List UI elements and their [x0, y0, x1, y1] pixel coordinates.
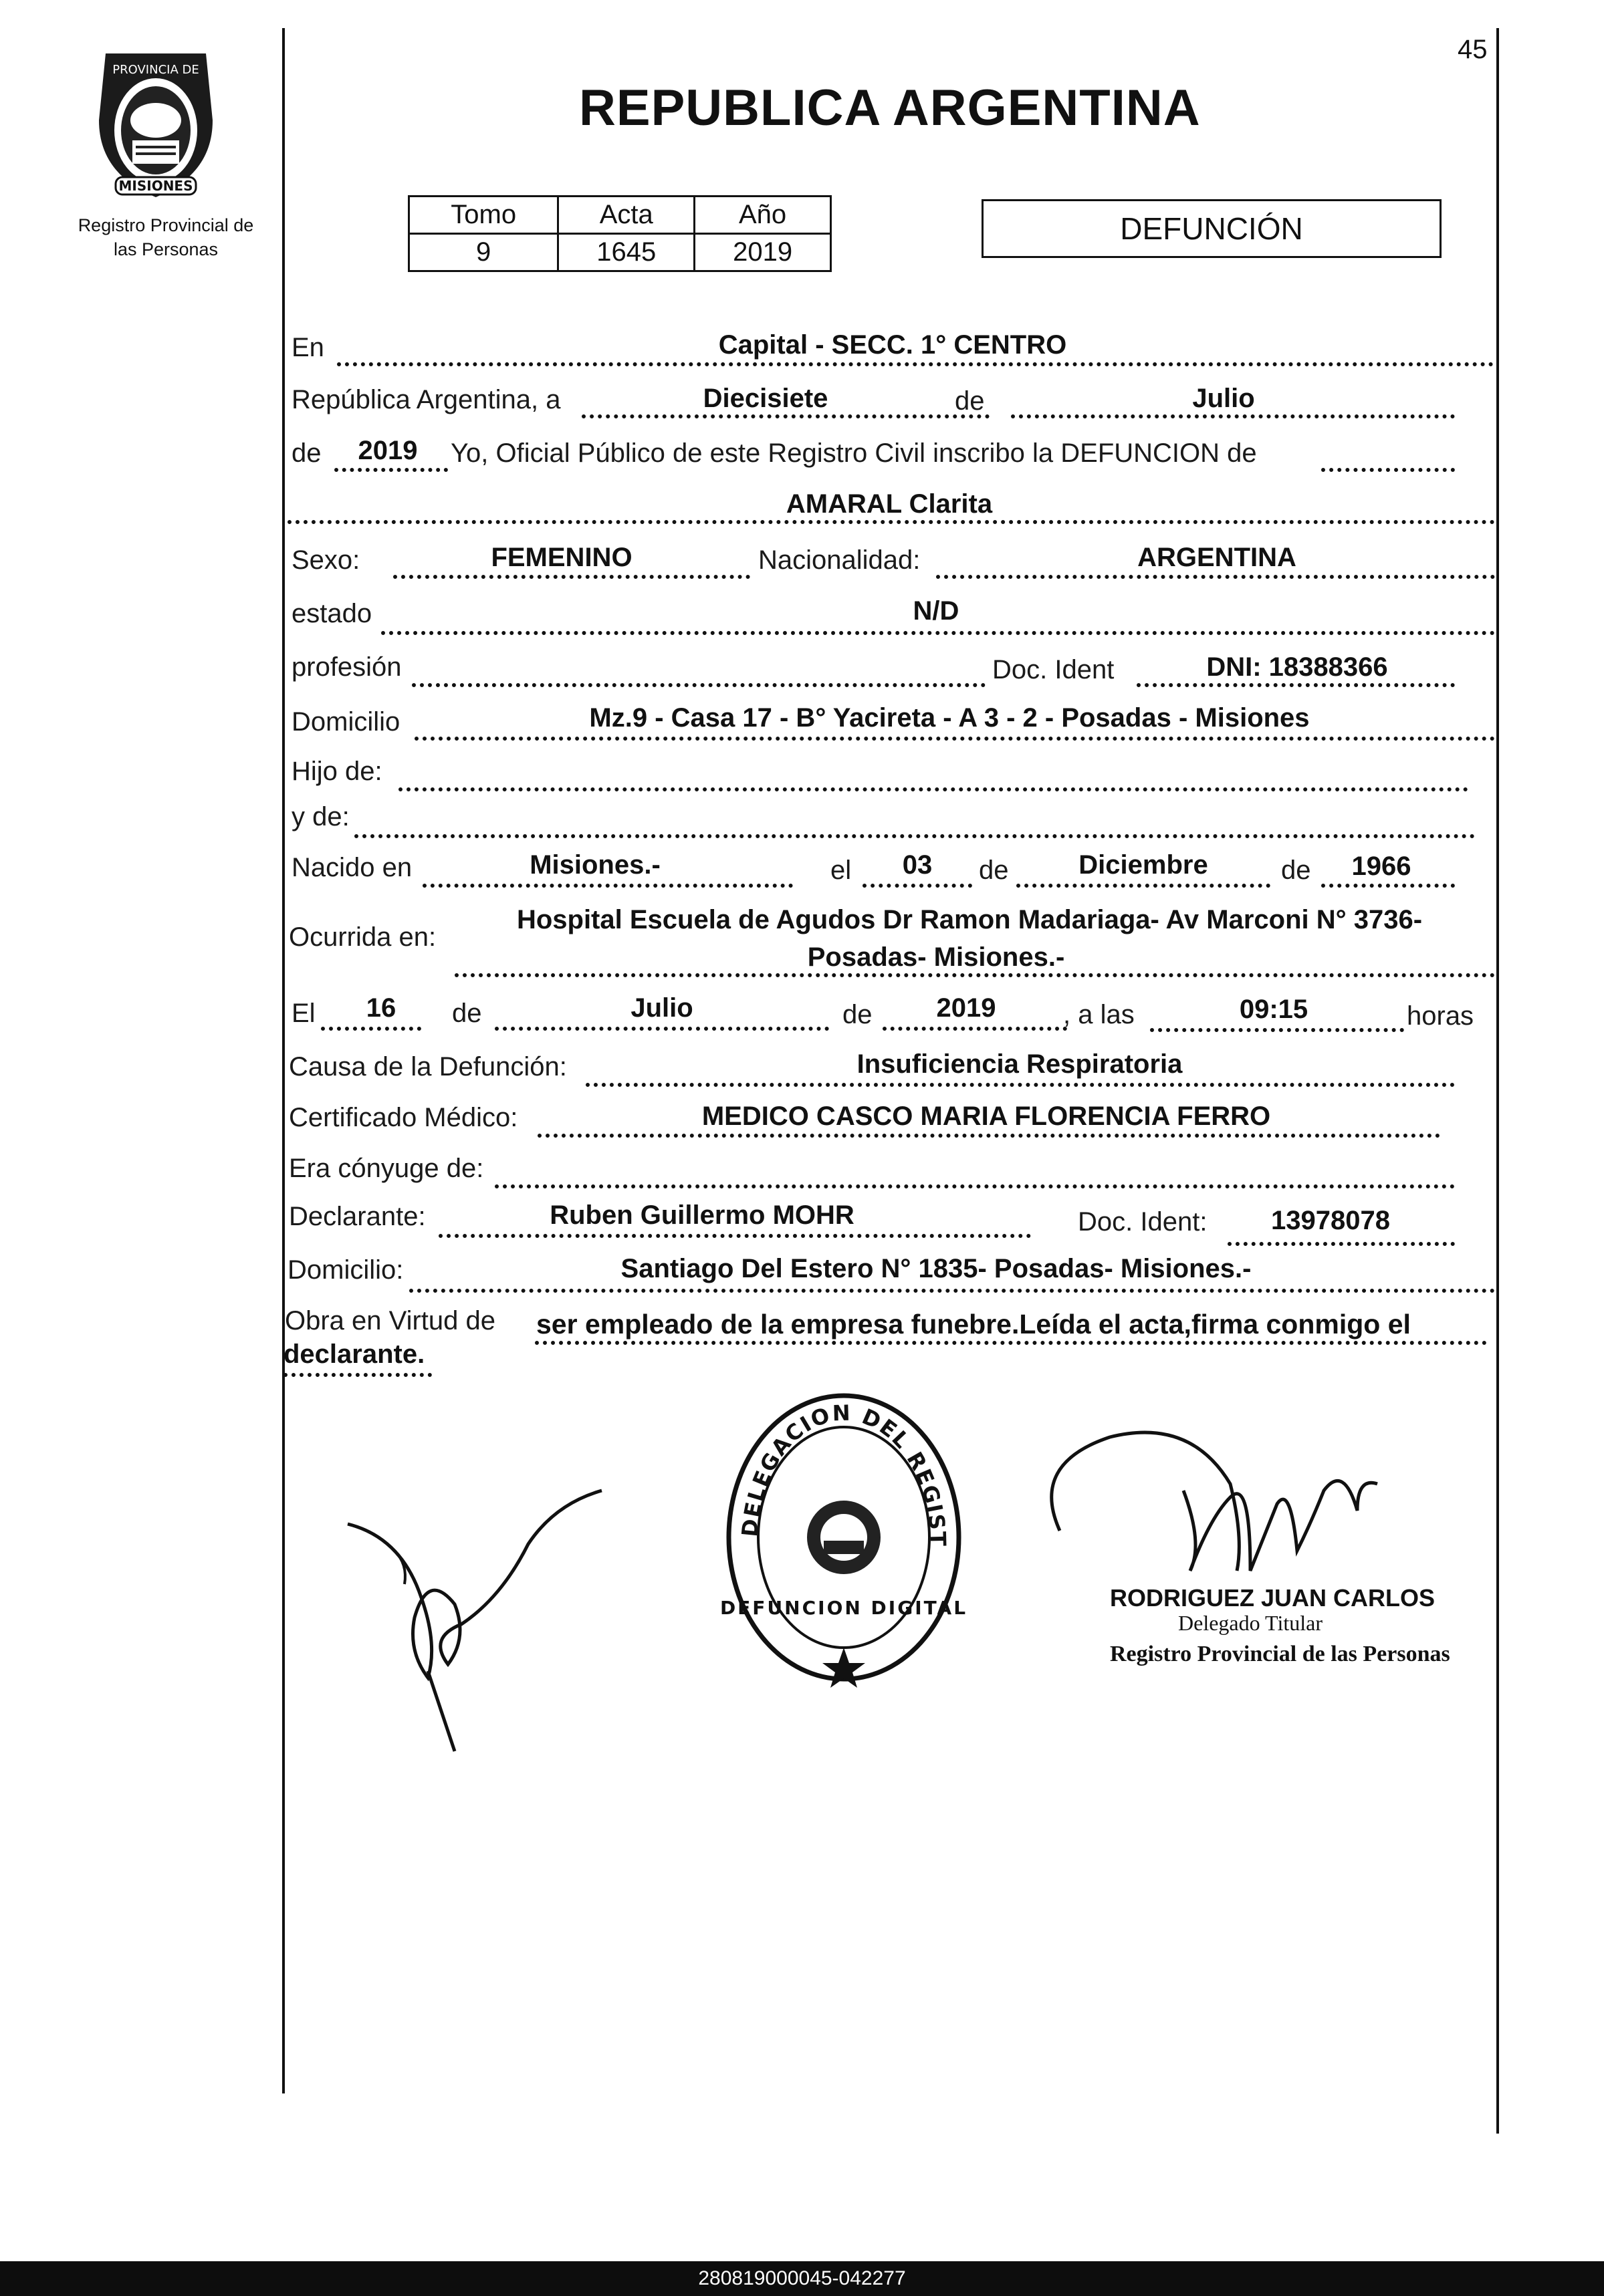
- record-header: Tomo: [409, 197, 558, 234]
- year-value: 2019: [358, 436, 418, 465]
- day-word-value: Diecisiete: [703, 384, 828, 413]
- record-value-tomo: 9: [409, 234, 558, 271]
- registry-name-line2: las Personas: [113, 239, 219, 259]
- label-en: En: [292, 333, 324, 362]
- label-el-cap: El: [292, 999, 316, 1028]
- dotted-line: [398, 787, 1468, 791]
- dotted-line: [1228, 1242, 1455, 1246]
- label-declarante: Declarante:: [289, 1202, 426, 1231]
- dotted-line: [409, 1289, 1495, 1293]
- record-value-anio: 2019: [695, 234, 831, 271]
- label-de: de: [955, 386, 985, 416]
- death-time-value: 09:15: [1239, 995, 1308, 1024]
- left-margin-line: [282, 28, 285, 2093]
- label-horas: horas: [1407, 1001, 1474, 1031]
- birth-day-value: 03: [902, 850, 933, 880]
- registry-seal-logo: [79, 40, 233, 207]
- dotted-line: [455, 973, 1495, 977]
- label-de-death: de: [452, 999, 482, 1028]
- label-certificado: Certificado Médico:: [289, 1103, 518, 1132]
- dotted-line: [1321, 884, 1455, 888]
- label-oficial: Yo, Oficial Público de este Registro Civil inscribo la DEFUNCION de: [451, 438, 1257, 468]
- dni-value: DNI: 18388366: [1206, 652, 1388, 682]
- label-el: el: [830, 856, 852, 885]
- label-nacido-en: Nacido en: [292, 853, 413, 882]
- dotted-line: [1011, 414, 1455, 418]
- dotted-line: [1150, 1028, 1404, 1032]
- deceased-name: AMARAL Clarita: [786, 489, 993, 519]
- address-value: Mz.9 - Casa 17 - B° Yacireta - A 3 - 2 - Posadas - Misiones: [589, 703, 1310, 733]
- dotted-line: [415, 737, 1495, 741]
- official-stamp: [717, 1384, 971, 1691]
- sex-value: FEMENINO: [491, 543, 633, 572]
- birthplace-value: Misiones.-: [530, 850, 661, 880]
- death-day-value: 16: [366, 993, 396, 1023]
- dotted-line: [1016, 884, 1270, 888]
- dotted-line: [321, 1027, 421, 1031]
- dotted-line: [1321, 468, 1455, 472]
- dotted-line: [283, 1373, 432, 1377]
- label-domicilio: Domicilio: [292, 707, 400, 737]
- declarant-signature: [328, 1471, 622, 1765]
- dotted-line: [381, 631, 1495, 635]
- officer-name: RODRIGUEZ JUAN CARLOS: [1110, 1584, 1436, 1612]
- declarant-address-value: Santiago Del Estero N° 1835- Posadas- Misiones.-: [620, 1254, 1252, 1283]
- civil-status-value: N/D: [913, 596, 959, 626]
- dotted-line: [883, 1027, 1067, 1031]
- label-sexo: Sexo:: [292, 545, 360, 575]
- dotted-line: [439, 1234, 1031, 1238]
- label-de-year: de: [292, 438, 322, 468]
- label-de-birth-year: de: [1281, 856, 1311, 885]
- registry-name-line1: Registro Provincial de: [78, 215, 254, 235]
- declarant-doc-value: 13978078: [1271, 1206, 1390, 1235]
- dotted-line: [495, 1027, 829, 1031]
- label-de-birth: de: [979, 856, 1009, 885]
- label-doc-ident: Doc. Ident: [992, 655, 1115, 684]
- stamp-outer-text: DELEGACION DEL REGIST: [736, 1400, 951, 1548]
- dotted-line: [412, 683, 986, 687]
- death-month-value: Julio: [631, 993, 693, 1023]
- death-year-value: 2019: [936, 993, 996, 1023]
- dotted-line: [495, 1184, 1455, 1188]
- birth-year-value: 1966: [1351, 852, 1411, 881]
- record-header: Acta: [558, 197, 695, 234]
- birth-month-value: Diciembre: [1078, 850, 1208, 880]
- month-value: Julio: [1192, 384, 1255, 413]
- nationality-value: ARGENTINA: [1137, 543, 1296, 572]
- label-nacionalidad: Nacionalidad:: [758, 545, 921, 575]
- record-header: Año: [695, 197, 831, 234]
- document-title: REPUBLICA ARGENTINA: [579, 80, 1201, 136]
- dotted-line: [582, 414, 990, 418]
- dotted-line: [586, 1083, 1455, 1087]
- dotted-line: [423, 884, 793, 888]
- record-table: [408, 195, 832, 272]
- dotted-line: [936, 575, 1495, 579]
- reason-line1: ser empleado de la empresa funebre.Leída el acta,firma conmigo el: [536, 1309, 1411, 1340]
- dotted-line: [337, 362, 1494, 366]
- label-obra: Obra en Virtud de: [285, 1306, 496, 1335]
- certifier-value: MEDICO CASCO MARIA FLORENCIA FERRO: [701, 1102, 1271, 1131]
- officer-signature: [1030, 1410, 1404, 1591]
- dotted-line: [1137, 683, 1455, 687]
- dotted-line: [354, 834, 1475, 838]
- dotted-line: [538, 1134, 1440, 1138]
- label-a-las: , a las: [1063, 1000, 1135, 1029]
- svg-text:MISIONES: MISIONES: [118, 178, 193, 194]
- dotted-line: [863, 884, 972, 888]
- death-place-line1: Hospital Escuela de Agudos Dr Ramon Madariaga- Av Marconi N° 3736-: [516, 905, 1423, 934]
- svg-text:PROVINCIA DE: PROVINCIA DE: [112, 63, 199, 77]
- dotted-line: [393, 575, 750, 579]
- place-value: Capital - SECC. 1° CENTRO: [718, 330, 1067, 360]
- reason-line2: declarante.: [283, 1340, 425, 1369]
- label-hijo-de: Hijo de:: [292, 757, 382, 786]
- label-republica: República Argentina, a: [292, 385, 561, 414]
- stamp-inner-text: DEFUNCION DIGITAL: [719, 1597, 968, 1619]
- label-causa: Causa de la Defunción:: [289, 1052, 567, 1081]
- dotted-line: [334, 468, 448, 472]
- label-de-death-year: de: [842, 1000, 873, 1029]
- document-type-box: DEFUNCIÓN: [982, 199, 1442, 258]
- declarant-value: Ruben Guillermo MOHR: [550, 1200, 854, 1230]
- cause-value: Insuficiencia Respiratoria: [856, 1049, 1183, 1079]
- page-number: 45: [1458, 35, 1488, 64]
- footer-code: 280819000045-042277: [0, 2261, 1604, 2296]
- death-place-line2: Posadas- Misiones.-: [807, 942, 1065, 972]
- dotted-line: [288, 520, 1495, 524]
- officer-role: Delegado Titular: [1178, 1611, 1323, 1635]
- label-profesion: profesión: [292, 652, 402, 682]
- label-ocurrida-en: Ocurrida en:: [289, 922, 437, 952]
- right-margin-line: [1496, 28, 1499, 2134]
- record-value-acta: 1645: [558, 234, 695, 271]
- label-conyuge: Era cónyuge de:: [289, 1154, 484, 1183]
- label-estado: estado: [292, 599, 372, 628]
- dotted-line: [535, 1341, 1487, 1345]
- label-y-de: y de:: [292, 802, 350, 832]
- label-doc-ident-declarant: Doc. Ident:: [1078, 1207, 1208, 1237]
- officer-organization: Registro Provincial de las Personas: [1110, 1642, 1450, 1666]
- label-domicilio-declarant: Domicilio:: [288, 1255, 404, 1285]
